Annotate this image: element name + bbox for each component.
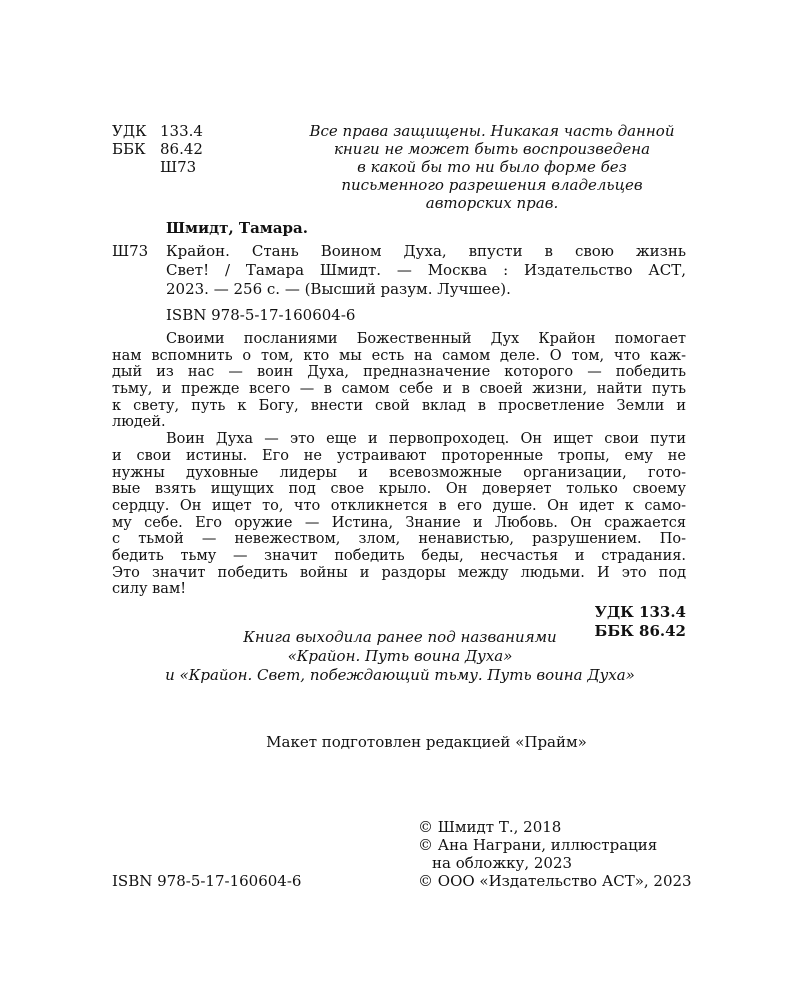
annotation-line: Это значит победить войны и раздоры между людьми. И это под	[112, 564, 686, 581]
author-sign: Ш73	[112, 242, 149, 260]
bib-line: 2023. — 256 с. — (Высший разум. Лучшее).	[166, 280, 511, 298]
previous-titles-line: «Крайон. Путь воина Духа»	[287, 647, 513, 665]
rights-notice-line: в какой бы то ни было форме без	[357, 158, 627, 176]
udk-value: 133.4	[160, 122, 203, 140]
rights-notice	[292, 122, 692, 212]
udk-label: УДК	[112, 122, 147, 140]
annotation-line: вые взять ищущих под свое крыло. Он доверяет только своему	[112, 481, 686, 498]
author-heading: Шмидт, Тамара.	[166, 219, 308, 237]
annotation-line: тьму, и прежде всего — в самом себе и в своей жизни, найти путь	[112, 381, 686, 398]
annotation-line: му себе. Его оружие — Истина, Знание и Любовь. Он сражается	[112, 514, 686, 531]
isbn-main: ISBN 978-5-17-160604-6	[166, 306, 356, 324]
rights-notice-line: письменного разрешения владельцев	[341, 176, 643, 194]
rights-notice-line: книги не может быть воспроизведена	[333, 140, 651, 158]
annotation-line: бедить тьму — значит победить беды, несчастья и страдания.	[112, 547, 686, 564]
isbn-bottom: ISBN 978-5-17-160604-6	[112, 872, 302, 890]
annotation-line: Воин Духа — это еще и первопроходец. Он ищет свои пути	[166, 431, 686, 448]
rights-notice-line: Все права защищены. Никакая часть данной	[309, 122, 675, 140]
annotation-line: Своими посланиями Божественный Дух Крайон помогает	[166, 331, 686, 347]
annotation-line: сердцу. Он ищет то, что откликнется в его душе. Он идет к само-	[112, 497, 686, 514]
annotation-line: нужны духовные лидеры и всевозможные организации, гото-	[112, 464, 686, 481]
udk-code: УДК 133.4	[594, 603, 686, 621]
previous-titles-line: Книга выходила ранее под названиями	[243, 628, 557, 646]
previous-titles	[140, 628, 660, 685]
copyright-author: © Шмидт Т., 2018	[418, 818, 562, 836]
previous-titles-line: и «Крайон. Свет, побеждающий тьму. Путь воина Духа»	[165, 666, 635, 684]
udk-row	[112, 122, 262, 140]
rights-notice-line: авторских прав.	[425, 194, 559, 212]
author-sign-row	[112, 158, 262, 176]
bbk-row	[112, 140, 262, 158]
annotation-line: силу вам!	[112, 581, 187, 598]
bbk-value: 86.42	[160, 140, 203, 158]
copyright-illustration: © Ана Награни, иллюстрация	[418, 836, 658, 854]
bbk-label: ББК	[112, 140, 146, 158]
annotation-line: дый из нас — воин Духа, предназначение которого — победить	[112, 364, 686, 381]
copyrights	[418, 818, 718, 890]
annotation-line: и свои истины. Его не устраивают проторенные тропы, ему не	[112, 447, 686, 464]
prepared-by: Макет подготовлен редакцией «Прайм»	[266, 733, 587, 751]
bib-line: Свет! / Тамара Шмидт. — Москва : Издательство АСТ,	[166, 261, 686, 279]
bbk-code: ББК 86.42	[594, 622, 686, 640]
bibliographic-record	[166, 242, 686, 299]
annotation-line: нам вспомнить о том, кто мы есть на самом деле. О том, что каж-	[112, 347, 686, 364]
bib-line: Крайон. Стань Воином Духа, впусти в свою жизнь	[166, 242, 686, 260]
annotation-line: к свету, путь к Богу, внести свой вклад в просветление Земли и	[112, 397, 686, 414]
classification-block	[112, 122, 262, 176]
author-sign-top: Ш73	[160, 158, 197, 176]
annotation-line: людей.	[112, 414, 166, 431]
annotation	[112, 331, 686, 598]
copyright-publisher: © ООО «Издательство АСТ», 2023	[418, 872, 692, 890]
annotation-line: с тьмой — невежеством, злом, ненавистью, разрушением. По-	[112, 531, 686, 548]
copyright-illustration-cont: на обложку, 2023	[432, 854, 573, 872]
